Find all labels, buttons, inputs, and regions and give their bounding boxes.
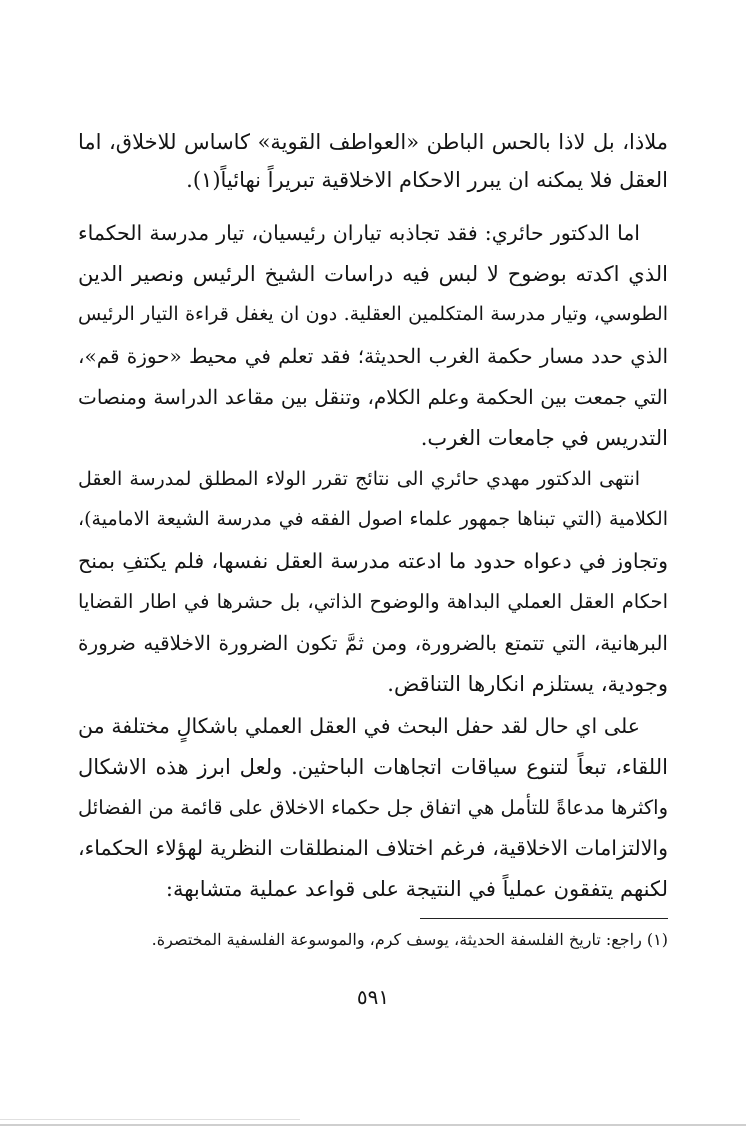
body-line: الذي حدد مسار حكمة الغرب الحديثة؛ فقد تعلم في محيط «حوزة قم»، [78, 344, 668, 368]
body-line: التدريس في جامعات الغرب. [420, 426, 668, 450]
body-line: اما الدكتور حائري: فقد تجاذبه تياران رئيسيان، تيار مدرسة الحكماء [78, 221, 640, 245]
page-number: ٥٩١ [356, 985, 390, 1009]
body-line: انتهى الدكتور مهدي حائري الى نتائج تقرر الولاء المطلق لمدرسة العقل [78, 468, 640, 490]
body-line: وجودية، يستلزم انكارها التناقض. [387, 672, 668, 696]
footnote-separator [420, 918, 668, 919]
body-line: الطوسي، وتيار مدرسة المتكلمين العقلية. دون ان يغفل قراءة التيار الرئيس [78, 303, 668, 325]
body-line: الذي اكدته بوضوح لا لبس فيه دراسات الشيخ الرئيس ونصير الدين [78, 262, 668, 286]
body-line: لكنهم يتفقون عملياً في النتيجة على قواعد عملية متشابهة: [165, 877, 668, 901]
body-line: وتجاوز في دعواه حدود ما ادعته مدرسة العقل نفسها، فلم يكتفِ بمنح [78, 549, 668, 573]
body-line: على اي حال لقد حفل البحث في العقل العملي باشكالٍ مختلفة من [78, 714, 640, 738]
body-line: اللقاء، تبعاً لتنوع سياقات اتجاهات الباحثين. ولعل ابرز هذه الاشكال [78, 755, 668, 779]
body-line: ملاذا، بل لاذا بالحس الباطن «العواطف القوية» كاساس للاخلاق، اما [78, 130, 668, 154]
body-line: احكام العقل العملي البداهة والوضوح الذاتي، بل حشرها في اطار القضايا [78, 590, 668, 613]
body-line: التي جمعت بين الحكمة وعلم الكلام، وتنقل بين مقاعد الدراسة ومنصات [78, 385, 668, 409]
body-line: العقل فلا يمكنه ان يبرر الاحكام الاخلاقية تبريراً نهائياً(١). [186, 168, 668, 192]
body-line: البرهانية، التي تتمتع بالضرورة، ومن ثمَّ تكون الضرورة الاخلاقيه ضرورة [78, 631, 668, 655]
body-line: الكلامية (التي تبناها جمهور علماء اصول الفقه في مدرسة الشيعة الامامية)، [78, 508, 668, 530]
scan-edge [0, 1119, 300, 1120]
body-line: واكثرها مدعاةً للتأمل هي اتفاق جل حكماء الاخلاق على قائمة من الفضائل [78, 796, 668, 819]
body-line: والالتزامات الاخلاقية، فرغم اختلاف المنطلقات النظرية لهؤلاء الحكماء، [78, 836, 668, 860]
footnote: (١) راجع: تاريخ الفلسفة الحديثة، يوسف كرم، والموسوعة الفلسفية المختصرة. [151, 930, 668, 949]
